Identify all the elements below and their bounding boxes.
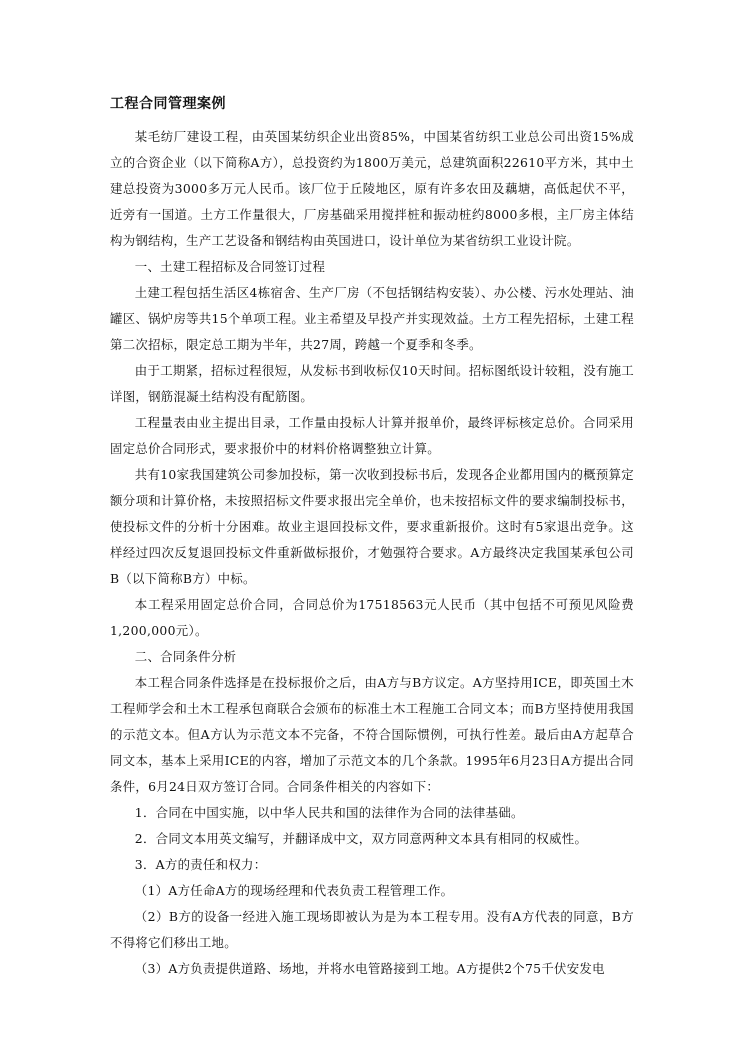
clause-2: 2．合同文本用英文编写，并翻译成中文，双方同意两种文本具有相同的权威性。 [134, 831, 588, 846]
clause-3-2: （2）B方的设备一经进入施工现场即被认为是为本工程专用。没有A方代表的同意，B方不得将它们移出工地。 [110, 909, 634, 950]
clause-3: 3．A方的责任和权力： [134, 857, 267, 872]
document-page [110, 94, 634, 982]
paragraph-schedule: 由于工期紧，招标过程很短，从发标书到收标仅10天时间。招标图纸设计较粗，没有施工详图，钢筋混凝土结构没有配筋图。 [110, 363, 634, 404]
clause-1: 1．合同在中国实施，以中华人民共和国的法律作为合同的法律基础。 [134, 805, 524, 820]
paragraph-conditions-selection: 本工程合同条件选择是在投标报价之后，由A方与B方议定。A方坚持用ICE，即英国土木工程师学会和土木工程承包商联合会颁布的标准土木工程施工合同文本；而B方坚持使用我国的示范文本。但A方认为示范文本不完备，不符合国际惯例，可执行性差。最后由A方起草合同文本，基本上采用ICE的内容，增加了示范文本的几个条款。1995年6月23日A方提出合同条件，6月24日双方签订合同。合同条件相关的内容如下： [110, 675, 634, 794]
paragraph-bill-of-quantities: 工程量表由业主提出目录，工作量由投标人计算并报单价，最终评标核定总价。合同采用固定总价合同形式，要求报价中的材料价格调整独立计算。 [110, 415, 634, 456]
paragraph-bidders: 共有10家我国建筑公司参加投标，第一次收到投标书后，发现各企业都用国内的概预算定额分项和计算价格，未按照招标文件要求报出完全单价，也未按招标文件的要求编制投标书，使投标文件的分析十分困难。故业主退回投标文件，要求重新报价。这时有5家退出竞争。这样经过四次反复退回投标文件重新做标报价，才勉强符合要求。A方最终决定我国某承包公司B（以下简称B方）中标。 [110, 467, 634, 586]
section-heading-conditions: 二、合同条件分析 [134, 649, 237, 664]
clause-3-1: （1）A方任命A方的现场经理和代表负责工程管理工作。 [134, 883, 454, 898]
paragraph-project-overview: 某毛纺厂建设工程，由英国某纺织企业出资85%，中国某省纺织工业总公司出资15%成立的合资企业（以下简称A方），总投资约为1800万美元，总建筑面积22610平方米，其中土建总投资为3000多万元人民币。该厂位于丘陵地区，原有许多农田及藕塘，高低起伏不平，近旁有一国道。土方工作量很大，厂房基础采用搅拌桩和振动桩约8000多根，主厂房主体结构为钢结构，生产工艺设备和钢结构由英国进口，设计单位为某省纺织工业设计院。 [110, 129, 634, 248]
paragraph-scope: 土建工程包括生活区4栋宿舍、生产厂房（不包括钢结构安装）、办公楼、污水处理站、油罐区、锅炉房等共15个单项工程。业主希望及早投产并实现效益。土方工程先招标，土建工程第二次招标，限定总工期为半年，共27周，跨越一个夏季和冬季。 [110, 285, 634, 352]
section-heading-bidding: 一、土建工程招标及合同签订过程 [134, 259, 326, 274]
clause-3-3: （3）A方负责提供道路、场地，并将水电管路接到工地。A方提供2个75千伏安发电 [134, 961, 605, 976]
document-title: 工程合同管理案例 [110, 96, 226, 112]
paragraph-contract-price: 本工程采用固定总价合同，合同总价为17518563元人民币（其中包括不可预见风险费1,200,000元）。 [110, 597, 634, 638]
